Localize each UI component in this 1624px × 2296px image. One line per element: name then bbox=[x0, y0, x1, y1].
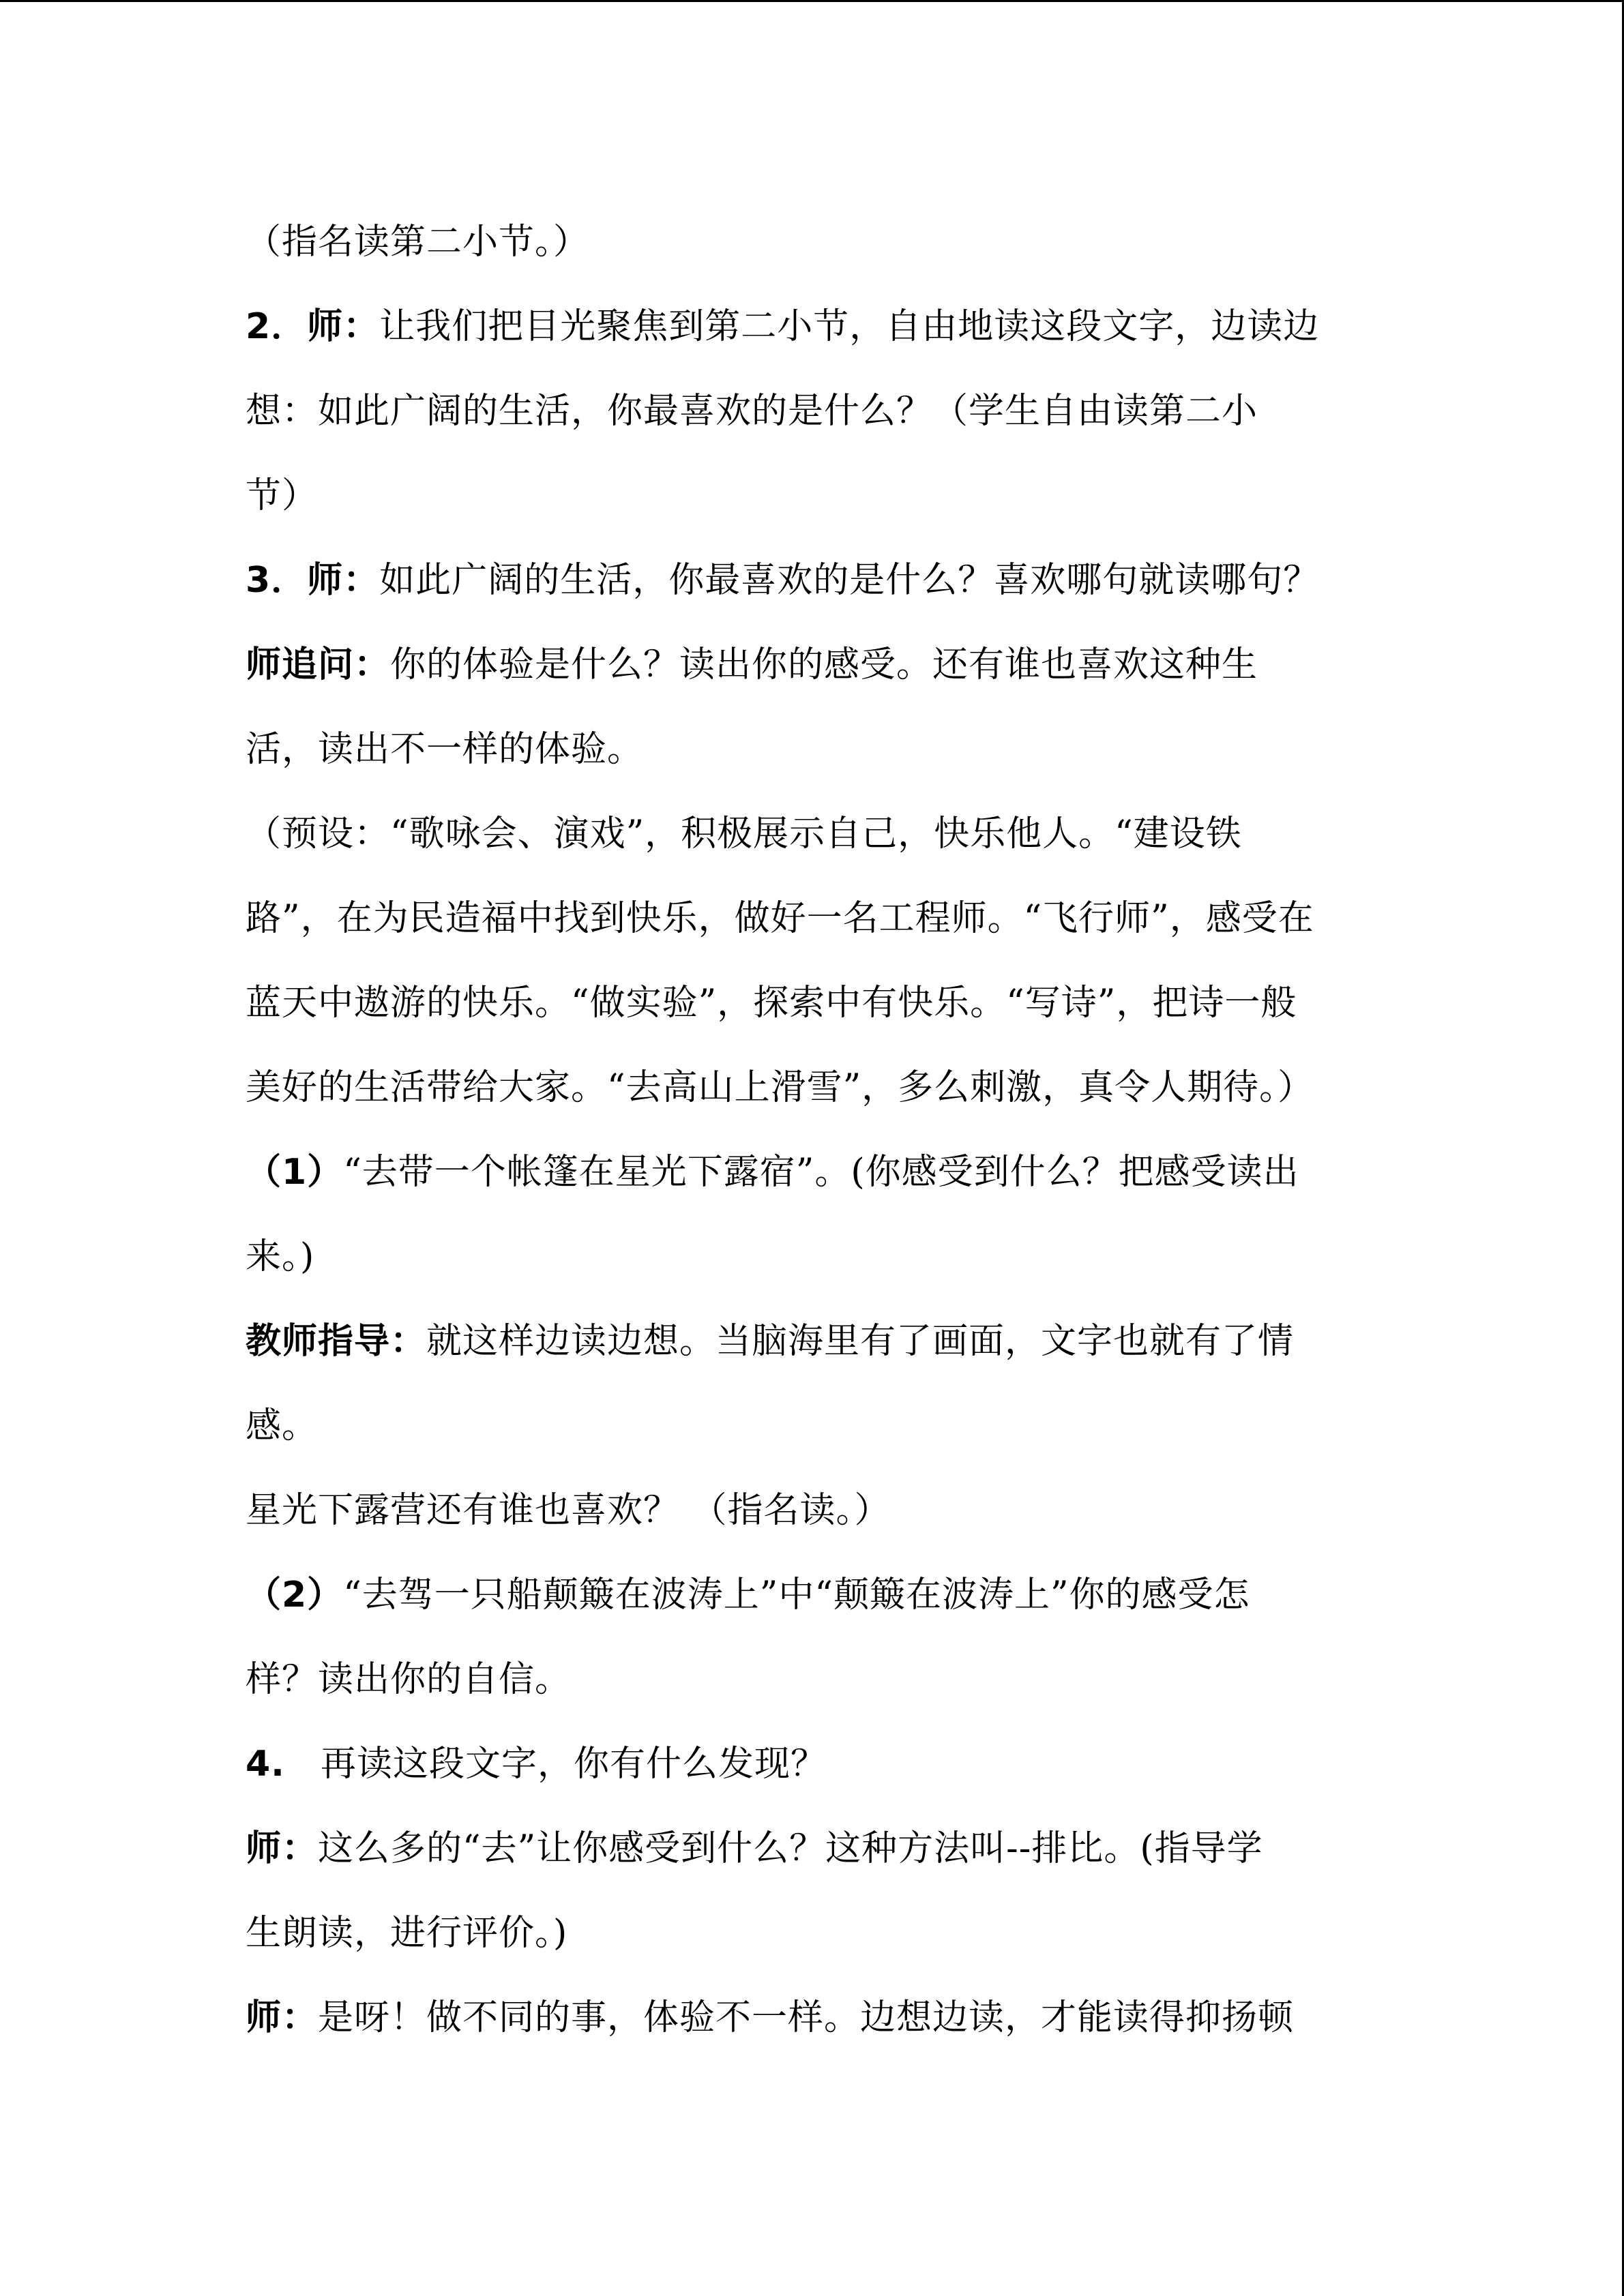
text-line bbox=[246, 1652, 1378, 1707]
line-lead: 3．师： bbox=[246, 560, 380, 601]
text-line bbox=[246, 215, 1378, 269]
line-text: 样？读出你的自信。 bbox=[246, 1659, 572, 1700]
line-text: 生朗读，进行评价。) bbox=[246, 1913, 568, 1954]
text-line bbox=[246, 1145, 1378, 1199]
text-line bbox=[246, 1483, 1378, 1538]
line-lead: 师追问： bbox=[246, 644, 391, 685]
text-line bbox=[246, 1737, 1378, 1791]
line-text: 就这样边读边想。当脑海里有了画面，文字也就有了情 bbox=[426, 1321, 1295, 1362]
line-text: 星光下露营还有谁也喜欢？ （指名读。） bbox=[246, 1490, 891, 1531]
text-line bbox=[246, 1060, 1378, 1115]
text-line bbox=[246, 638, 1378, 692]
text-line bbox=[246, 1821, 1378, 1876]
text-line bbox=[246, 1229, 1378, 1284]
line-lead: （1） bbox=[246, 1152, 344, 1193]
text-line bbox=[246, 299, 1378, 354]
line-text: 来。) bbox=[246, 1236, 315, 1277]
line-lead: 师： bbox=[246, 1997, 319, 2038]
line-text: 活，读出不一样的体验。 bbox=[246, 729, 644, 770]
line-text: 美好的生活带给大家。“去高山上滑雪”，多么刺激，真令人期待。） bbox=[246, 1067, 1314, 1108]
line-text: 节） bbox=[246, 475, 319, 516]
line-text: 想：如此广阔的生活，你最喜欢的是什么？（学生自由读第二小 bbox=[246, 391, 1258, 432]
line-lead: 教师指导： bbox=[246, 1321, 427, 1362]
line-text: 再读这段文字，你有什么发现？ bbox=[320, 1744, 827, 1785]
line-text: 你的体验是什么？读出你的感受。还有谁也喜欢这种生 bbox=[390, 644, 1258, 685]
line-text: 如此广阔的生活，你最喜欢的是什么？喜欢哪句就读哪句？ bbox=[379, 560, 1320, 601]
text-line bbox=[246, 807, 1378, 861]
line-text: 蓝天中遨游的快乐。“做实验”，探索中有快乐。“写诗”，把诗一般 bbox=[246, 983, 1297, 1024]
line-text: 这么多的“去”让你感受到什么？这种方法叫--排比。(指导学 bbox=[318, 1828, 1263, 1869]
text-line bbox=[246, 976, 1378, 1030]
text-line bbox=[246, 891, 1378, 946]
line-text: “去驾一只船颠簸在波涛上”中“颠簸在波涛上”你的感受怎 bbox=[343, 1575, 1250, 1615]
text-line bbox=[246, 1991, 1378, 2045]
line-text: 让我们把目光聚焦到第二小节，自由地读这段文字，边读边 bbox=[379, 306, 1320, 347]
line-lead: （2） bbox=[246, 1575, 344, 1615]
line-text: 是呀！做不同的事，体验不一样。边想边读，才能读得抑扬顿 bbox=[318, 1997, 1295, 2038]
text-line bbox=[246, 553, 1378, 608]
text-line bbox=[246, 1399, 1378, 1453]
text-line bbox=[246, 722, 1378, 777]
line-text: 感。 bbox=[246, 1405, 319, 1446]
line-lead: 师： bbox=[246, 1828, 319, 1869]
line-text: （预设：“歌咏会、演戏”，积极展示自己，快乐他人。“建设铁 bbox=[246, 814, 1242, 854]
text-line bbox=[246, 468, 1378, 523]
line-text: （指名读第二小节。） bbox=[246, 222, 590, 263]
text-line bbox=[246, 1568, 1378, 1622]
line-lead: 2．师： bbox=[246, 306, 380, 347]
text-line bbox=[246, 1314, 1378, 1369]
text-line bbox=[246, 1906, 1378, 1960]
line-text: 路”，在为民造福中找到快乐，做好一名工程师。“飞行师”，感受在 bbox=[246, 898, 1314, 939]
text-line bbox=[246, 384, 1378, 438]
line-lead: 4. bbox=[246, 1744, 285, 1785]
line-text: “去带一个帐篷在星光下露宿”。(你感受到什么？把感受读出 bbox=[343, 1152, 1299, 1193]
